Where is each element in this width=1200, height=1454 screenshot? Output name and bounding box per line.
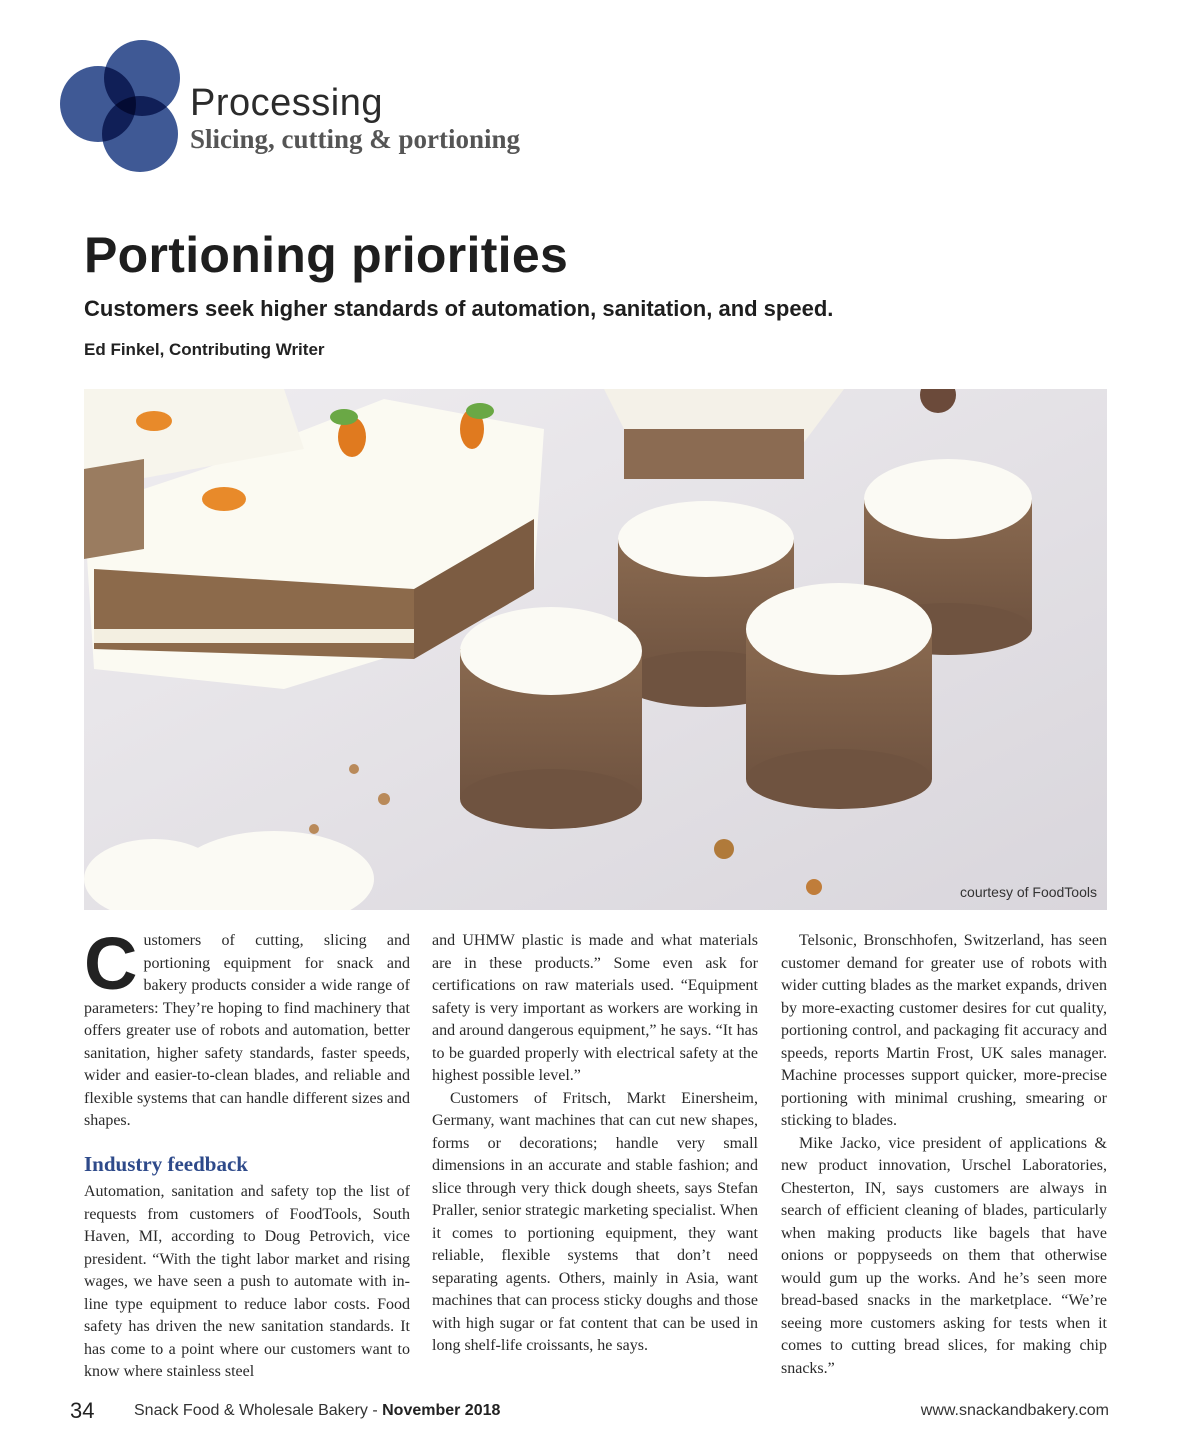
article-headline: Portioning priorities [84,227,569,283]
article-column-3 [781,930,1107,1380]
paragraph: Automation, sanitation and safety top the list of requests from customers of FoodTools, South Haven, MI, according to Doug Petrovich, vice president. “With the tight labor market and rising wages, we have seen a push to automate with in-line type equipment to reduce labor costs. Food safety has driven the new sanitation standards. It has come to a point where our customers want to know where stainless steel [84,1183,410,1380]
website-url: www.snackandbakery.com [920,1402,1109,1419]
round-cake [746,583,932,809]
article-column-1 [84,922,410,1384]
paragraph [84,922,410,1133]
paragraph: Mike Jacko, vice president of applications & new product innovation, Urschel Laboratories, Chesterton, IN, says customers are always in search of efficient cleaning of blades, particularly when making products like bagels that have onions or poppyseeds on them that otherwise would gum up the works. And he’s seen more bread-based snacks in the marketplace. “We’re seeing more customers asking for tests when it comes to cutting bread slices, for making chip snacks.” [781,1134,1107,1377]
publication-name: Snack Food & Wholesale Bakery [134,1402,368,1419]
section-logo [60,40,184,174]
article-byline: Ed Finkel, Contributing Writer [84,340,325,359]
separator: - [367,1402,383,1419]
paragraph-text: ustomers of cutting, slicing and portioning equipment for snack and bakery products consider a wide range of parameters: They’re hoping to find machinery that offers greater use of robots and automation, better sanitation, higher safety standards, faster speeds, wider and easier-to-clean blades, and reliable and flexible systems that can handle different sizes and shapes. [84,932,410,1129]
carrot-cake-photo [84,389,1107,910]
page-footer [0,1398,1200,1428]
round-cake [460,607,642,829]
article-deck: Customers seek higher standards of automation, sanitation, and speed. [84,296,834,321]
photo-credit: courtesy of FoodTools [960,884,1097,900]
issue-date: November 2018 [382,1402,501,1419]
paragraph: Customers of Fritsch, Markt Einersheim, Germany, want machines that can cut new shapes, forms or decorations; handle very small dimensions in an accurate and stable fashion; and slice through very thick dough sheets, says Stefan Praller, senior strategic marketing specialist. When it comes to portioning equipment, they want reliable, flexible systems that don’t need separating agents. Others, mainly in Asia, want machines that can process sticky doughs and those with high sugar or fat content that can be used in long shelf-life croissants, he says. [432,1089,758,1354]
paragraph: and UHMW plastic is made and what materials are in these products.” Some even ask for certifications on raw materials used. “Equipment safety is very important as workers are working in and around dangerous equipment,” he says. “It has to be guarded properly with electrical safety at the highest possible level.” [432,932,758,1084]
publication-info [134,1402,500,1420]
section-title: Processing [190,82,383,124]
section-subtitle: Slicing, cutting & portioning [190,124,521,154]
drop-cap: C [84,922,138,1005]
paragraph: Telsonic, Bronschhofen, Switzerland, has seen customer demand for greater use of robots with wider cutting blades as the market expands, driven by more-exacting customer desires for cut quality, portioning control, and packaging fit accuracy and speeds, reports Martin Frost, UK sales manager. Machine processes support quicker, more-precise portioning with minimal crushing, smearing or sticking to blades. [781,932,1107,1129]
logo-circle [102,96,178,172]
article-column-2 [432,930,758,1358]
article-photo [84,389,1107,910]
section-subhead: Industry feedback [84,1151,248,1176]
page-number: 34 [70,1398,95,1423]
